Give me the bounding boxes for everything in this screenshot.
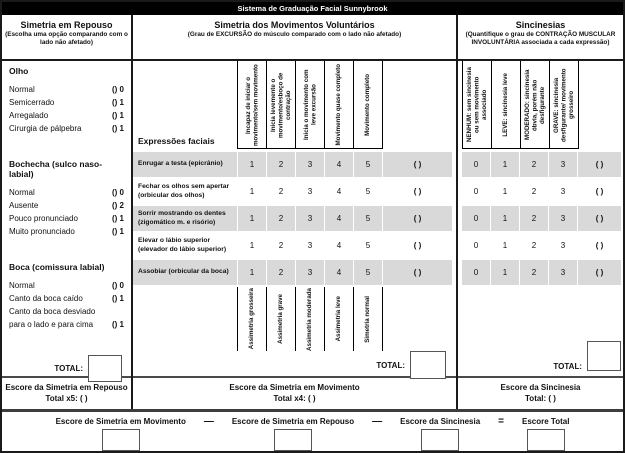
grade-column-header [491, 61, 520, 148]
synkinesis-title: Sincinesias [515, 20, 566, 30]
grade-option[interactable]: 3 [549, 260, 577, 285]
grade-option[interactable]: 0 [473, 187, 479, 196]
grade-option[interactable]: 5 [354, 206, 382, 231]
grade-option[interactable]: 0 [462, 206, 490, 231]
asymmetry-scale [133, 287, 456, 351]
option-row [9, 305, 124, 318]
section-cheek [9, 159, 124, 238]
grade-option[interactable]: 0 [473, 241, 479, 250]
grade-option[interactable]: 2 [520, 206, 548, 231]
option-label: Arregalado [9, 111, 49, 120]
score-entry[interactable]: ( ) [383, 206, 452, 231]
form-main [2, 15, 623, 409]
option-label: Cirurgia de pálpebra [9, 124, 82, 133]
grade-column-header [295, 61, 324, 148]
score-entry[interactable]: ( ) [413, 241, 422, 250]
expression-label: Assobiar (orbicular da boca) [133, 260, 237, 285]
grade-header-text: MODERADO: sincinesia óbvia, porém não desfigurante [523, 69, 546, 140]
option-label: Normal [9, 188, 35, 197]
option-label: Semicerrado [9, 98, 55, 107]
grade-option[interactable]: 5 [354, 152, 382, 177]
grade-option[interactable]: 3 [549, 206, 577, 231]
grade-option[interactable]: 2 [267, 260, 295, 285]
grade-option[interactable]: 2 [520, 152, 548, 177]
asymmetry-scale-cell [295, 287, 324, 351]
voluntary-score-formula[interactable]: Total x4: ( ) [273, 394, 316, 403]
grade-header-text: GRAVE: sincinesia desfigurante/ movimento grosseiro [552, 67, 575, 142]
synkinesis-row [462, 206, 623, 231]
total-score-formula [2, 409, 623, 451]
footer-term-label: Escore Total [522, 417, 570, 426]
option-label: Muito pronunciado [9, 227, 75, 236]
option-label: Normal [9, 281, 35, 290]
voluntary-score-title: Escore da Simetria em Movimento [229, 383, 360, 392]
grade-header-group [462, 61, 579, 149]
grade-option[interactable]: 1 [491, 206, 519, 231]
score-entry[interactable]: ( ) [413, 187, 422, 196]
footer-term-movement [56, 416, 186, 451]
option-row [9, 318, 124, 331]
expression-label: Fechar os olhos sem apertar (orbicular dos olhos) [138, 182, 230, 199]
minus-operator: — [372, 416, 383, 427]
expression-label: Enrugar a testa (epicrânio) [133, 152, 237, 177]
grade-option[interactable]: 5 [365, 241, 371, 250]
total-label: TOTAL: [376, 360, 405, 370]
grade-option[interactable]: 2 [531, 187, 537, 196]
grade-header-text: Movimento completo [364, 73, 372, 136]
grade-header-text: Incapaz de iniciar o movimento/sem movimento [244, 63, 259, 146]
total-label: TOTAL: [553, 362, 582, 371]
resting-score-title: Escore da Simetria em Repouso [5, 383, 128, 392]
grade-option[interactable]: 2 [278, 187, 284, 196]
footer-term-label: Escore de Simetria em Repouso [231, 417, 355, 426]
grade-option[interactable]: 3 [549, 152, 577, 177]
expression-row [133, 206, 456, 231]
total-label: TOTAL: [54, 364, 83, 373]
grade-option[interactable]: 1 [238, 260, 266, 285]
score-entry[interactable]: ( ) [383, 260, 452, 285]
expression-label: Elevar o lábio superior (elevador do lábio superior) [138, 236, 227, 253]
grade-option[interactable]: 0 [462, 152, 490, 177]
score-entry[interactable]: ( ) [595, 241, 604, 250]
voluntary-column [133, 15, 458, 409]
grade-header-text: Movimento quase completo [335, 63, 343, 146]
grade-option[interactable]: 3 [296, 206, 324, 231]
grade-column-header [266, 61, 295, 148]
asymmetry-scale-label: Assimetria leve [335, 296, 343, 342]
grade-option[interactable]: 1 [238, 206, 266, 231]
option-value[interactable]: () 1 [112, 124, 124, 133]
synkinesis-score-formula[interactable]: Total: ( ) [525, 394, 556, 403]
expression-row [133, 179, 456, 204]
footer-term-resting [232, 416, 354, 451]
synkinesis-row [462, 233, 623, 258]
movement-score-input-box[interactable] [102, 429, 140, 451]
option-value[interactable]: () 2 [112, 201, 124, 210]
grade-header-text: NENHUM: sem sincinesia ou sem movimento associado [465, 67, 488, 142]
grade-column-header [520, 61, 549, 148]
synkinesis-score-input-box[interactable] [421, 429, 459, 451]
expression-row [133, 152, 456, 177]
option-row [9, 212, 124, 225]
expressions-label: Expressões faciais [138, 136, 215, 146]
expression-rows [133, 152, 456, 287]
option-label: Ausente [9, 201, 39, 210]
footer-term-label: Escore de Simetria em Movimento [55, 417, 186, 426]
total-score-input-box[interactable] [527, 429, 565, 451]
synkinesis-score-title: Escore da Sincinesia [500, 383, 581, 392]
asymmetry-scale-cell [324, 287, 353, 351]
option-row [9, 199, 124, 212]
equals-operator: = [498, 416, 504, 427]
asymmetry-scale-label: Assimetria grosseira [248, 288, 256, 350]
expression-row [133, 260, 456, 285]
resting-title: Simetria em Repouso [20, 20, 113, 30]
synkinesis-body [458, 61, 623, 376]
section-mouth [9, 262, 124, 331]
footer-term-label: Escore da Sincinesia [400, 417, 481, 426]
grade-header-group [237, 61, 383, 149]
section-title: Boca (comissura labial) [9, 262, 105, 272]
option-row [9, 122, 124, 135]
grade-option[interactable]: 4 [325, 152, 353, 177]
grade-option[interactable]: 1 [491, 152, 519, 177]
grade-option[interactable]: 2 [267, 152, 295, 177]
option-row [9, 186, 124, 199]
grade-option[interactable]: 1 [491, 260, 519, 285]
asymmetry-scale-cell [237, 287, 266, 351]
synkinesis-header [458, 15, 623, 61]
option-value[interactable]: () 1 [112, 98, 124, 107]
synkinesis-total-row [458, 287, 623, 376]
option-value[interactable]: () 1 [112, 214, 124, 223]
grade-option[interactable]: 3 [307, 187, 313, 196]
option-value[interactable]: () 0 [112, 188, 124, 197]
resting-subtitle: (Escolha uma opção comparando com o lado não afetado) [5, 31, 128, 46]
option-row [9, 96, 124, 109]
synkinesis-row [462, 260, 623, 285]
synkinesis-column [458, 15, 623, 409]
expressions-label-cell [133, 61, 237, 149]
resting-total-input-box[interactable] [88, 355, 122, 382]
scale-spacer [133, 287, 237, 351]
score-entry[interactable]: ( ) [578, 260, 621, 285]
grade-option[interactable]: 4 [336, 187, 342, 196]
resting-score-input-box[interactable] [274, 429, 312, 451]
resting-header [2, 15, 131, 61]
grade-column-header [324, 61, 353, 148]
grade-option[interactable]: 4 [325, 206, 353, 231]
asymmetry-scale-label: Assimetria moderada [306, 287, 314, 351]
asymmetry-scale-cell [266, 287, 295, 351]
grade-option[interactable]: 2 [520, 260, 548, 285]
footer-term-total [522, 416, 569, 451]
grade-column-header [353, 61, 382, 148]
grade-option[interactable]: 1 [502, 241, 508, 250]
option-row [9, 279, 124, 292]
option-value[interactable]: () 1 [112, 294, 124, 303]
grade-option[interactable]: 5 [354, 260, 382, 285]
grade-option[interactable]: 4 [325, 260, 353, 285]
score-entry[interactable]: ( ) [595, 187, 604, 196]
voluntary-score-cell [133, 376, 456, 409]
grade-option[interactable]: 3 [296, 152, 324, 177]
option-value[interactable]: () 1 [112, 227, 124, 236]
synkinesis-row [462, 179, 623, 204]
section-title: Olho [9, 66, 29, 76]
grade-option[interactable]: 2 [278, 241, 284, 250]
grade-header-text: Inicia o movimento com leve excursão [302, 69, 317, 140]
voluntary-total-input-box[interactable] [410, 351, 446, 379]
option-value[interactable]: () 1 [112, 320, 124, 329]
voluntary-header [133, 15, 456, 61]
option-label: para o lado e para cima [9, 320, 94, 329]
voluntary-title: Simetria dos Movimentos Voluntários [214, 20, 375, 30]
voluntary-total-row [133, 351, 456, 379]
asymmetry-scale-label: Assimetria grave [277, 294, 285, 344]
synkinesis-total-input-box[interactable] [587, 341, 621, 371]
section-title: Bochecha (sulco naso-labial) [9, 159, 103, 179]
grade-option[interactable]: 3 [307, 241, 313, 250]
grade-header-text: LEVE: sincinesia leve [502, 72, 510, 137]
scale-label-group [237, 287, 383, 351]
grade-option[interactable]: 3 [296, 260, 324, 285]
score-entry[interactable]: ( ) [578, 206, 621, 231]
synkinesis-rows [458, 152, 623, 287]
grade-header-text: Inicia levemente o movimento/esboço de contração [269, 71, 292, 138]
option-row [9, 292, 124, 305]
option-value[interactable]: () 0 [112, 85, 124, 94]
expression-row [133, 233, 456, 258]
score-entry[interactable]: ( ) [383, 152, 452, 177]
option-label: Normal [9, 85, 35, 94]
footer-term-synkinesis [400, 416, 480, 451]
synkinesis-grade-headers [458, 61, 623, 149]
option-value[interactable]: () 0 [112, 281, 124, 290]
grade-option[interactable]: 3 [560, 241, 566, 250]
option-label: Canto da boca desviado [9, 307, 96, 316]
grade-option[interactable]: 3 [560, 187, 566, 196]
voluntary-subtitle: (Grau de EXCURSÃO do músculo comparado com o lado não afetado) [187, 31, 402, 38]
section-eye [9, 66, 124, 135]
option-label: Canto da boca caído [9, 294, 83, 303]
synkinesis-score-cell [458, 376, 623, 409]
voluntary-grade-headers [133, 61, 456, 149]
option-row [9, 83, 124, 96]
resting-body [2, 61, 131, 376]
resting-column [2, 15, 133, 409]
resting-score-formula[interactable]: Total x5: ( ) [45, 394, 88, 403]
option-row [9, 225, 124, 238]
grade-option[interactable]: 2 [531, 241, 537, 250]
minus-operator: — [203, 416, 214, 427]
score-entry[interactable]: ( ) [578, 152, 621, 177]
asymmetry-scale-label: Simetria normal [364, 295, 372, 343]
grade-option[interactable]: 2 [267, 206, 295, 231]
grade-column-header [237, 61, 266, 148]
option-value[interactable]: () 1 [112, 111, 124, 120]
grade-option[interactable]: 1 [249, 241, 255, 250]
resting-total-row [9, 355, 124, 390]
option-row [9, 109, 124, 122]
grade-option[interactable]: 5 [365, 187, 371, 196]
synkinesis-row [462, 152, 623, 177]
voluntary-body [133, 61, 456, 376]
grade-column-header [462, 61, 491, 148]
grade-option[interactable]: 4 [336, 241, 342, 250]
expression-label: Sorrir mostrando os dentes (zigomático m. e risório) [133, 206, 237, 231]
option-label: Pouco pronunciado [9, 214, 78, 223]
grade-option[interactable]: 1 [502, 187, 508, 196]
grade-column-header [549, 61, 578, 148]
asymmetry-scale-cell [353, 287, 382, 351]
grade-option[interactable]: 0 [462, 260, 490, 285]
synkinesis-subtitle: (Quantifique o grau de CONTRAÇÃO MUSCULAR INVOLUNTÁRIA associada a cada expressão) [465, 31, 616, 46]
grade-option[interactable]: 1 [249, 187, 255, 196]
form-title: Sistema de Graduação Facial Sunnybrook [2, 2, 623, 15]
grade-option[interactable]: 1 [238, 152, 266, 177]
